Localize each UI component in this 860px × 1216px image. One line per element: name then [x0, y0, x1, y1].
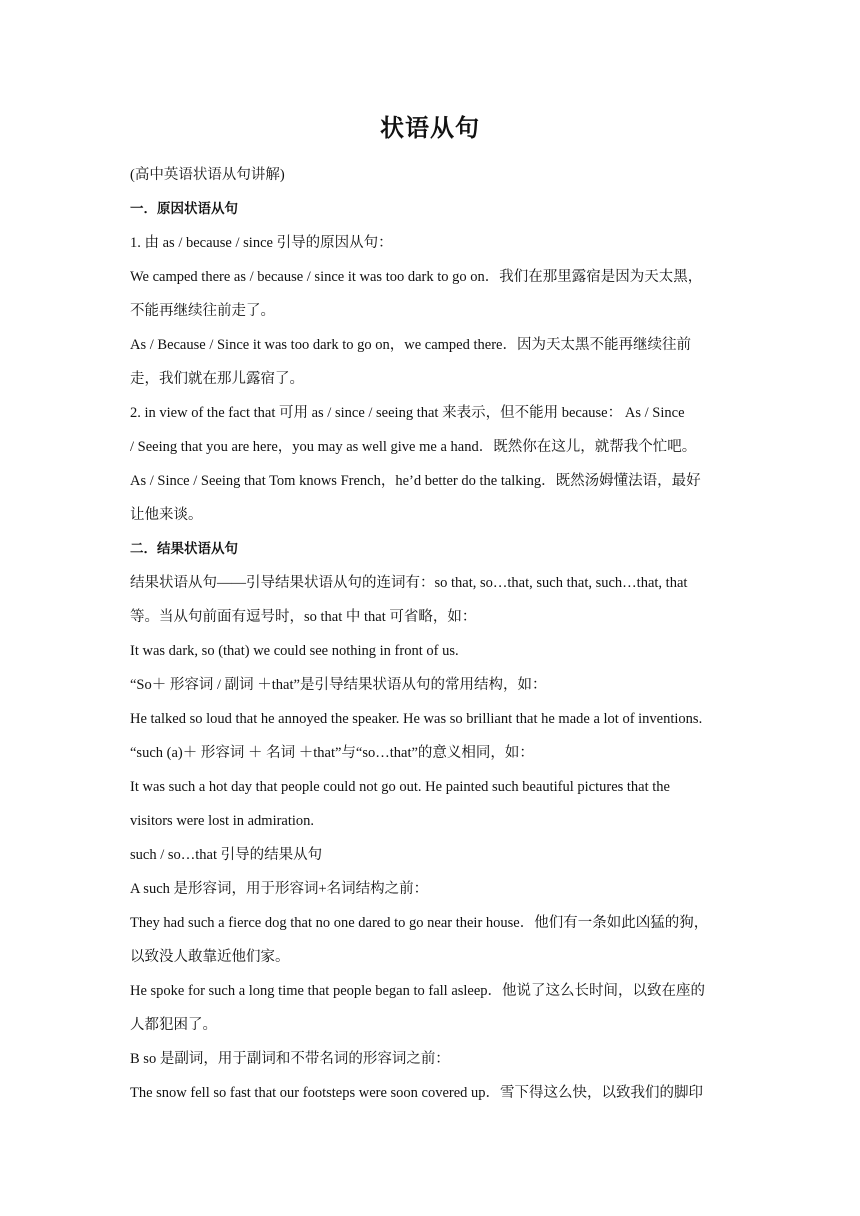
text-line: 让他来谈。 [130, 507, 203, 523]
text-line: visitors were lost in admiration. [130, 813, 315, 829]
text-line: 走，我们就在那儿露宿了。 [130, 371, 304, 387]
text-line: 2. in view of the fact that 可用 as / since / seeing that 来表示，但不能用 because： As / Since [130, 405, 685, 421]
document-body [130, 158, 730, 1110]
text-line: / Seeing that you are here，you may as well give me a hand．既然你在这儿，就帮我个忙吧。 [130, 439, 697, 455]
text-line: (高中英语状语从句讲解) [130, 167, 285, 183]
text-line: We camped there as / because / since it was too dark to go on．我们在那里露宿是因为天太黑， [130, 269, 703, 285]
text-line: It was such a hot day that people could not go out. He painted such beautiful pictures that the [130, 779, 670, 795]
section-heading: 二．结果状语从句 [130, 541, 238, 557]
text-line: As / Since / Seeing that Tom knows French，he’d better do the talking．既然汤姆懂法语，最好 [130, 473, 701, 489]
text-line: 以致没人敢靠近他们家。 [130, 949, 290, 965]
text-line: 结果状语从句——引导结果状语从句的连词有：so that, so…that, such that, such…that, that [130, 575, 688, 591]
text-line: It was dark, so (that) we could see nothing in front of us. [130, 643, 459, 659]
text-line: “such (a)＋ 形容词 ＋ 名词 ＋that”与“so…that”的意义相同，如： [130, 745, 534, 761]
text-line: A such 是形容词，用于形容词+名词结构之前： [130, 881, 429, 897]
text-line: As / Because / Since it was too dark to go on，we camped there．因为天太黑不能再继续往前 [130, 337, 691, 353]
text-line: He spoke for such a long time that people began to fall asleep．他说了这么长时间，以致在座的 [130, 983, 706, 999]
document-title: 状语从句 [380, 114, 480, 142]
section-heading: 一．原因状语从句 [130, 201, 238, 217]
text-line: The snow fell so fast that our footsteps were soon covered up．雪下得这么快，以致我们的脚印 [130, 1085, 704, 1101]
text-line: B so 是副词，用于副词和不带名词的形容词之前： [130, 1051, 450, 1067]
text-line: such / so…that 引导的结果从句 [130, 847, 323, 863]
text-line: 人都犯困了。 [130, 1017, 217, 1033]
text-line: 等。当从句前面有逗号时，so that 中 that 可省略，如： [130, 609, 477, 625]
text-line: 1. 由 as / because / since 引导的原因从句： [130, 235, 393, 251]
text-line: “So＋ 形容词 / 副词 ＋that”是引导结果状语从句的常用结构，如： [130, 677, 547, 693]
text-line: 不能再继续往前走了。 [130, 303, 275, 319]
text-line: They had such a fierce dog that no one dared to go near their house．他们有一条如此凶猛的狗， [130, 915, 709, 931]
text-line: He talked so loud that he annoyed the speaker. He was so brilliant that he made a lot of inventions. [130, 711, 703, 727]
